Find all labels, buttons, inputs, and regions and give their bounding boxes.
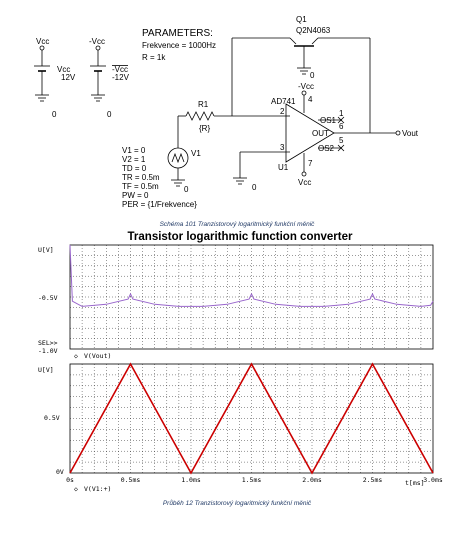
vcc-terminal (40, 46, 44, 50)
r1-name: R1 (198, 100, 209, 109)
nvcc-terminal (96, 46, 100, 50)
vout-label: Vout (402, 129, 419, 138)
v1-param-3: TR = 0.5m (122, 173, 160, 182)
vcc-volt: 12V (61, 73, 76, 82)
pin5-label: 5 (339, 136, 344, 145)
opamp-top-supply: -Vcc (298, 82, 314, 91)
chart-vout-ytick-1: -1.0V (38, 347, 58, 355)
chart-vin-ytick-1: 0.5V (44, 414, 60, 422)
chart-vin (38, 364, 443, 493)
param-r: R = 1k (142, 53, 166, 62)
opamp-bottom-supply: Vcc (298, 178, 312, 187)
pin4-label: 4 (308, 95, 313, 104)
chart-vout-legend: V(Vout) (84, 352, 112, 360)
q1-name: Q1 (296, 15, 307, 24)
vcc-value: Vcc (57, 65, 71, 74)
figure-title: Transistor logarithmic function converter (127, 231, 353, 243)
v1-ground: 0 (184, 185, 189, 194)
chart-vin-xticks (66, 476, 443, 484)
chart-vout-sel-marker: SEL>> (38, 339, 58, 347)
q1-ground: 0 (310, 71, 315, 80)
chart-vout-ylabel: U[V] (38, 246, 54, 254)
v1-param-0: V1 = 0 (122, 146, 146, 155)
x-tick-label: 1.5ms (241, 476, 262, 484)
pulse-source-symbol (168, 148, 188, 168)
vout-terminal (396, 131, 400, 135)
pin7-label: 7 (308, 159, 313, 168)
q1-model: Q2N4063 (296, 26, 331, 35)
param-freq: Frekvence = 1000Hz (142, 41, 217, 50)
v1-name: V1 (191, 149, 201, 158)
x-tick-label: 2.5ms (362, 476, 383, 484)
x-tick-label: 2.0ms (302, 476, 322, 484)
v1-param-4: TF = 0.5m (122, 182, 159, 191)
chart-vin-ytick-0: 0V (56, 468, 64, 476)
chart-vout (38, 245, 433, 360)
nvcc-volt: -12V (112, 73, 129, 82)
schematic (34, 38, 400, 186)
nvcc-label: -Vcc (89, 37, 105, 46)
figure-caption: Průběh 12 Tranzistorový logaritmický funkční měnič (162, 500, 312, 507)
x-tick-label: 1.0ms (181, 476, 201, 484)
opamp-name: U1 (278, 163, 289, 172)
chart-vin-xlabel: t[ms] (405, 479, 425, 487)
pin2-label: 2 (280, 107, 285, 116)
vcc-label: Vcc (36, 37, 50, 46)
nvcc-value: -Vcc (112, 65, 128, 74)
nvcc-ground: 0 (107, 110, 112, 119)
v1-param-1: V2 = 1 (122, 155, 146, 164)
x-tick-label: 3.0ms (423, 476, 443, 484)
pin1-label: 1 (339, 109, 344, 118)
parameters-title: PARAMETERS: (142, 28, 213, 39)
chart-vout-grid (70, 245, 433, 349)
v1-param-6: PER = {1/Frekvence} (122, 200, 197, 209)
schematic-labels (36, 15, 419, 209)
opamp-model: AD741 (271, 97, 296, 106)
chart-vout-legend-symbol: ◇ (74, 352, 78, 360)
pin-os2: OS2 (318, 144, 335, 153)
pin-out: OUT (312, 129, 329, 138)
opamp-ground: 0 (252, 183, 257, 192)
chart-vin-legend: V(V1:+) (84, 485, 112, 493)
x-tick-label: 0.5ms (120, 476, 141, 484)
chart-vout-ytick-0: -0.5V (38, 294, 58, 302)
r1-value: {R} (199, 124, 211, 133)
schematic-caption: Schéma 101 Tranzistorový logaritmický funkční měnič (159, 221, 315, 228)
vcc-ground: 0 (52, 110, 57, 119)
v1-param-5: PW = 0 (122, 191, 149, 200)
pin6-label: 6 (339, 122, 344, 131)
pin3-label: 3 (280, 143, 285, 152)
chart-vin-legend-symbol: ◇ (74, 485, 78, 493)
v1-param-2: TD = 0 (122, 164, 147, 173)
chart-vin-grid (70, 364, 433, 473)
x-tick-label: 0s (66, 476, 74, 484)
chart-vin-ylabel: U[V] (38, 366, 54, 374)
pin-os1: OS1 (320, 116, 337, 125)
